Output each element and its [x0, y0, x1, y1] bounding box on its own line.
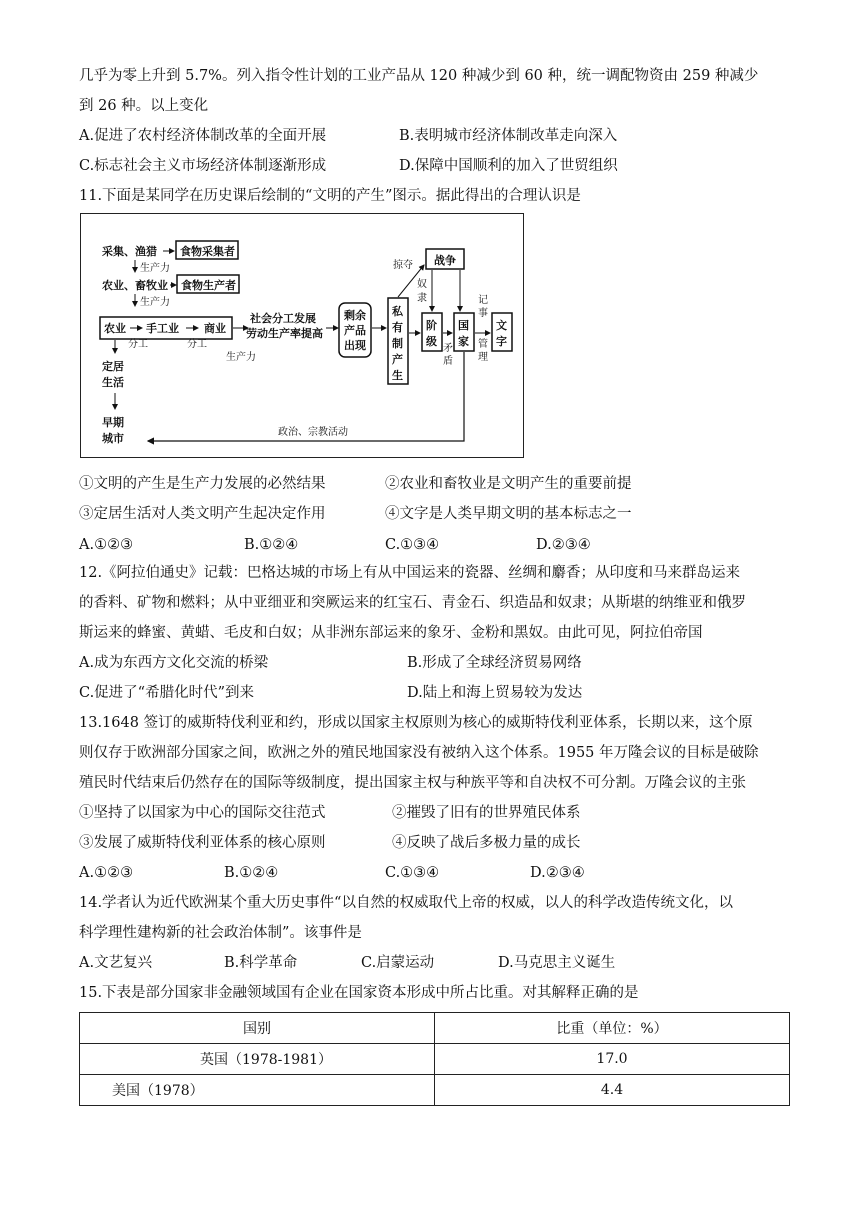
state-enterprise-share-table	[79, 1012, 790, 1106]
q13-item-4: ④反映了战后多极力量的成长	[392, 835, 581, 851]
q13-stem-line3: 殖民时代结束后仍然存在的国际等级制度，提出国家主权与种族平等和自决权不可分割。万隆会议的主张	[79, 775, 746, 791]
q11-option-d: D.②③④	[536, 537, 591, 553]
label-manage-1: 管	[478, 339, 488, 350]
label-writing-1: 文	[496, 319, 507, 332]
q14-stem-line1: 14.学者认为近代欧洲某个重大历史事件“以自然的权威取代上帝的权威，以人的科学改造传统文化，以	[79, 895, 733, 911]
q10-stem-line1: 几乎为零上升到 5.7%。列入指令性计划的工业产品从 120 种减少到 60 种，统一调配物资由 259 种减少	[79, 68, 759, 84]
q10-option-c: C.标志社会主义市场经济体制逐渐形成	[79, 158, 327, 174]
q10-option-d: D.保障中国顺利的加入了世贸组织	[399, 158, 618, 174]
label-record-1: 记	[478, 295, 488, 306]
q14-stem-line2: 科学理性建构新的社会政治体制”。该事件是	[79, 925, 362, 941]
q14-option-b: B.科学革命	[224, 955, 298, 971]
label-agriculture: 农业	[104, 322, 126, 335]
q11-option-a: A.①②③	[79, 537, 134, 553]
label-private-5: 生	[392, 369, 403, 382]
label-class-1: 阶	[426, 319, 437, 332]
label-surplus-2: 产品	[344, 324, 366, 337]
label-writing-2: 字	[496, 335, 507, 348]
label-conflict-1: 矛	[443, 343, 453, 354]
q13-item-1: ①坚持了以国家为中心的国际交往范式	[79, 805, 326, 821]
label-state-1: 国	[458, 319, 469, 332]
q12-option-a: A.成为东西方文化交流的桥梁	[79, 655, 269, 671]
label-slave-2: 隶	[417, 293, 427, 304]
q11-option-b: B.①②④	[244, 537, 299, 553]
label-private-3: 制	[392, 337, 403, 350]
label-state-2: 家	[458, 335, 469, 348]
civilization-origin-diagram	[80, 213, 524, 458]
label-productivity-2: 生产力	[140, 297, 170, 308]
q12-option-b: B.形成了全球经济贸易网络	[407, 655, 582, 671]
header-country: 国别	[80, 1013, 435, 1044]
q13-option-d: D.②③④	[530, 865, 585, 881]
label-manage-2: 理	[478, 352, 488, 363]
q13-option-a: A.①②③	[79, 865, 134, 881]
q14-option-c: C.启蒙运动	[361, 955, 435, 971]
q13-option-b: B.①②④	[224, 865, 279, 881]
q11-stem: 11.下面是某同学在历史课后绘制的“文明的产生”图示。据此得出的合理认识是	[79, 188, 581, 204]
cell-country: 英国（1978-1981）	[80, 1044, 435, 1075]
q13-stem-line2: 则仅存于欧洲部分国家之间，欧洲之外的殖民地国家没有被纳入这个体系。1955 年万隆会议的目标是破除	[79, 745, 759, 761]
label-gathering: 采集、渔猎	[102, 245, 157, 258]
table-row	[80, 1075, 790, 1106]
q11-item-4: ④文字是人类早期文明的基本标志之一	[385, 506, 632, 522]
q13-stem-line1: 13.1648 签订的威斯特伐利亚和约，形成以国家主权原则为核心的威斯特伐利亚体系，长期以来，这个原	[79, 715, 753, 731]
q12-option-c: C.促进了“希腊化时代”到来	[79, 685, 255, 701]
q15-stem: 15.下表是部分国家非金融领域国有企业在国家资本形成中所占比重。对其解释正确的是	[79, 985, 639, 1001]
cell-country: 美国（1978）	[80, 1075, 435, 1106]
q11-option-c: C.①③④	[385, 537, 440, 553]
q10-option-b: B.表明城市经济体制改革走向深入	[399, 128, 618, 144]
label-division-2: 分工	[187, 339, 207, 350]
label-agriculture-husbandry: 农业、畜牧业	[102, 279, 168, 292]
label-handicraft: 手工业	[146, 322, 179, 335]
label-surplus-3: 出现	[344, 339, 366, 352]
q13-item-2: ②摧毁了旧有的世界殖民体系	[392, 805, 581, 821]
label-class-2: 级	[426, 335, 437, 348]
q11-item-3: ③定居生活对人类文明产生起决定作用	[79, 506, 326, 522]
label-war: 战争	[434, 254, 456, 267]
q10-option-a: A.促进了农村经济体制改革的全面开展	[79, 128, 327, 144]
label-surplus-1: 剩余	[344, 309, 366, 322]
header-share: 比重（单位：%）	[435, 1013, 790, 1044]
label-division-1: 分工	[128, 339, 148, 350]
label-conflict-2: 盾	[443, 356, 453, 367]
label-record-2: 事	[478, 308, 488, 319]
q12-stem-line3: 斯运来的蜂蜜、黄蜡、毛皮和白奴；从非洲东部运来的象牙、金粉和黑奴。由此可见，阿拉伯帝国	[79, 625, 703, 641]
q13-item-3: ③发展了威斯特伐利亚体系的核心原则	[79, 835, 326, 851]
label-slave-1: 奴	[417, 279, 427, 290]
q14-option-d: D.马克思主义诞生	[498, 955, 616, 971]
label-commerce: 商业	[204, 322, 226, 335]
label-early-city-2: 城市	[102, 432, 124, 445]
label-food-producers: 食物生产者	[181, 279, 236, 292]
label-social-division: 社会分工发展	[250, 312, 316, 325]
q12-option-d: D.陆上和海上贸易较为发达	[407, 685, 583, 701]
cell-share: 4.4	[435, 1075, 790, 1106]
q14-option-a: A.文艺复兴	[79, 955, 153, 971]
label-private-1: 私	[392, 305, 403, 318]
label-private-4: 产	[392, 353, 403, 366]
table-header-row	[80, 1013, 790, 1044]
q11-item-1: ①文明的产生是生产力发展的必然结果	[79, 476, 326, 492]
label-early-city-1: 早期	[102, 416, 124, 429]
q13-option-c: C.①③④	[385, 865, 440, 881]
table-row	[80, 1044, 790, 1075]
label-productivity-rise: 劳动生产率提高	[246, 327, 323, 340]
label-politics-religion: 政治、宗教活动	[278, 427, 348, 438]
label-plunder: 掠夺	[393, 260, 413, 271]
label-food-gatherers: 食物采集者	[180, 245, 235, 258]
q12-stem-line2: 的香料、矿物和燃料；从中亚细亚和突厥运来的红宝石、青金石、织造品和奴隶；从斯堪的纳维亚和俄罗	[79, 595, 746, 611]
q11-item-2: ②农业和畜牧业是文明产生的重要前提	[385, 476, 632, 492]
cell-share: 17.0	[435, 1044, 790, 1075]
label-productivity-1: 生产力	[140, 263, 170, 274]
label-productivity-3: 生产力	[226, 352, 256, 363]
q12-stem-line1: 12.《阿拉伯通史》记载：巴格达城的市场上有从中国运来的瓷器、丝绸和麝香；从印度和马来群岛运来	[79, 565, 741, 581]
label-private-2: 有	[392, 321, 403, 334]
label-settled-2: 生活	[102, 376, 124, 389]
label-settled-1: 定居	[102, 360, 124, 373]
q10-stem-line2: 到 26 种。以上变化	[79, 98, 209, 114]
